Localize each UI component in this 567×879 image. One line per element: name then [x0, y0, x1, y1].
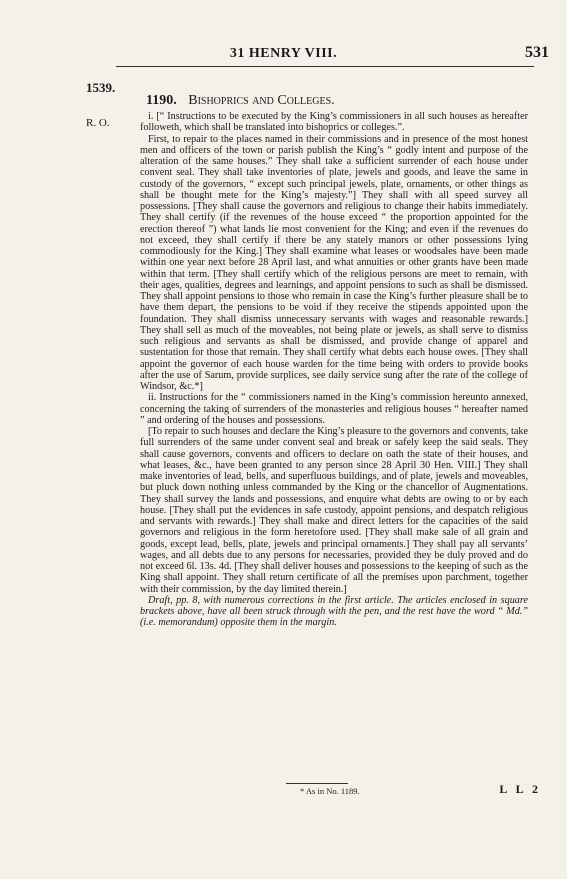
running-head-title: 31 HENRY VIII. — [229, 46, 338, 61]
paragraph-second-article: [To repair to such houses and declare the King’s pleasure to the governors and convents, take full surrenders of the same under convent seal and break or safely keep the said seals. They shall cause governors, convents and officers to declare on oath the state of their houses, and what leases, &c., have been granted to any person since 28 April 30 Hen. VIII.] They shall make inventories of lead, bells, and superfluous buildings, and of plate, jewels and moveables, but pluck down nothing unless commanded by the King or the chancellor of Augmentations. They shall survey the lands and possessions, and enquire what debts are owing to or by each house. [They shall put the evidences in safe custody, appoint pensions, and despatch religious and servants with rewards.] They shall make and direct letters for the capacities of the said governors and religious in the form heretofore used. [They shall make sale of all grain and goods, except lead, bells, plate, jewels and principal ornaments.] They shall pay all servants’ wages, and all debts due to any persons for necessaries, provided they be duly proved and do not exceed 6l. 13s. 4d. [They shall deliver houses and possessions to the keeping of such as the King shall appoint. They shall return certificate of all the premises upon parchment, together with their commission, by the day limited therein.] — [140, 426, 528, 595]
paragraph-instructions-ii: ii. Instructions for the “ commissioners named in the King’s commission hereunto annexed, concerning the taking of surrenders of the monasteries and religious houses “ hereafter named ” and ordering of the houses and possessions. — [140, 392, 528, 426]
body-text — [140, 111, 528, 629]
header-rule — [116, 66, 534, 67]
entry-title: Bishoprics and Colleges. — [188, 93, 335, 108]
signature-mark: L L 2 — [499, 782, 541, 796]
paragraph-first-article: First, to repair to the places named in their commissions and in presence of the most honest men and officers of the town or parish publish the King’s “ godly intent and purpose of the alteration of the same houses.” They shall take a sufficient surrender of each house under convent seal. They shall take inventories of plate, jewels and goods, and leave the same in custody of the governors, “ except such principal jewels, plate, ornaments, or other things as shall be thought mete for the King’s majesty.”] They shall with all speed survey all possessions. [They shall cause the governors and religious to change their habits immediately. They shall certify (if the revenues of the house exceed “ the proportion appointed for the erection thereof ”) what lands lie most convenient for the King; and even if the revenues do not exceed, they shall certify if there be any stately manors or other possessions lying commodiously for the King.] They shall examine what leases or woodsales have been made within one year next before 28 April last, and what annuities or other grants have been made within that term. [They shall certify which of the religious persons are meet to remain, with their ages, qualities, degrees and learnings, and appoint pensions to such as shall be dismissed. They shall appoint pensions to those who remain in case the King’s further pleasure shall be to have them depart, the pensions to be void if they receive the stipends appointed upon the foundation. They shall dismiss unnecessary servants with wages and reasonable rewards.] They shall sell as much of the moveables, not being plate or jewels, as shall serve to dismiss such religious and servants as shall be dismissed, and provide change of apparel and sustentation for those that remain. They shall certify what debts each house owes. [They shall appoint the governor of each house warden for the time being with orders to provide books after the use of Sarum, provide surplices, see daily service sung after the rate of the college of Windsor, &c.*] — [140, 133, 528, 392]
footnote: * As in No. 1189. — [300, 786, 360, 796]
margin-year: 1539. — [86, 80, 116, 95]
margin-source: R. O. — [86, 117, 110, 129]
page-number: 531 — [525, 44, 549, 61]
paragraph-instructions-i: i. [“ Instructions to be executed by the King’s commissioners in all such houses as hereafter followeth, which shall be translated into bishoprics or colleges.”. — [140, 111, 528, 134]
running-head — [0, 44, 567, 64]
entry-number: 1190. — [146, 93, 177, 108]
entry-heading — [146, 93, 335, 109]
draft-note: Draft, pp. 8, with numerous corrections in the first article. The articles enclosed in square brackets above, have all been struck through with the pen, and the rest have the word “ Md.” (i.e. memorandum) opposite them in the margin. — [140, 594, 528, 629]
footnote-rule — [286, 783, 348, 784]
